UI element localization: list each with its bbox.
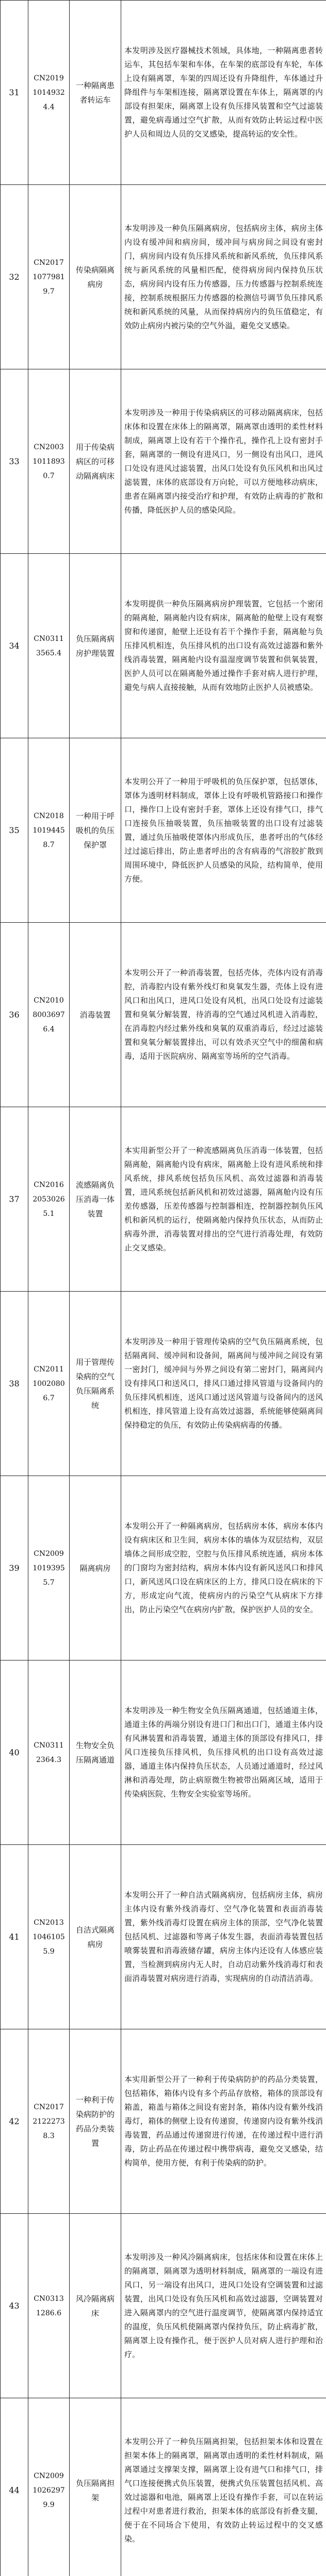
row-number: 44 [1,2398,28,2576]
patent-description: 本发明公开了一种负压隔离担架，包括担架本体和设置在担架本体上的隔离罩，隔离罩由透明的柔性材料制成，隔离罩通过支撑架支撑，隔离罩上设有进气口和排气口，排气口连接便携式负压装置，便携式负压装置包括风机、高效过滤器和电池，隔离罩上还设有操作手套，可以在转运过程中对患者进行救治，担架本体的底部设有折叠支腿，便于在不同场合下使用，有效防止转运过程中的交叉感染。 [121,2398,326,2576]
table-row [1,2029,326,2214]
row-number: 31 [1,1,28,185]
table-row [1,1476,326,1660]
patent-number: CN201110020806.7 [28,1292,70,1476]
table-row [1,369,326,554]
patent-number: CN200910262979.9 [28,2398,70,2576]
patent-name: 流感隔离负压消毒一体装置 [70,1107,121,1292]
patent-number: CN201810194458.7 [28,738,70,923]
patent-name: 消毒装置 [70,923,121,1107]
patent-number: CN201080036976.4 [28,923,70,1107]
patent-description: 本发明公开了一种隔离病房，包括病房本体，病房本体内设有病床区和卫生间，病房本体的墙体为双层结构，双层墙体之间形成空腔，空腔与负压排风系统连通，病房本体的门窗均为密封结构，病房本体内设有新风送风口和排风口，新风送风口设在病床区的上方，排风口设在病床的下方，形成定向气流，使病房内的污染空气从病床下方排出，防止污染空气在病房内扩散，保护医护人员的安全。 [121,1476,326,1660]
patent-name: 负压隔离病房护理装置 [70,554,121,738]
patent-name: 一种利于传染病防护的药品分类装置 [70,2029,121,2214]
patent-description: 本实用新型公开了一种流感隔离负压消毒一体装置，包括隔离舱，隔离舱内设有病床，隔离舱上设有进风系统和排风系统，排风系统包括负压风机、高效过滤器和消毒装置，进风系统包括新风机和初效过滤器，隔离舱内设有压差传感器，压差传感器与控制器相连，控制器控制负压风机和新风机的运行，使隔离舱内保持负压状态，从而防止病毒外泄，消毒装置对排出的空气进行消毒处理，有效防止交叉感染。 [121,1107,326,1292]
patent-description: 本实用新型公开了一种利于传染病防护的药品分类装置，包括箱体，箱体内设有多个药品存放格，箱体的顶部设有箱盖，箱盖与箱体之间设有密封条，箱体内设有紫外线消毒灯，箱体的侧壁上设有传递窗，传递窗内设有紫外线消毒装置，药品通过传递窗进行传递，在传递过程中进行消毒，防止药品在传递过程中携带病毒，避免交叉感染，结构简单，使用方便，有利于传染病的防护。 [121,2029,326,2214]
patent-name: 自洁式隔离病房 [70,1845,121,2029]
table-row [1,2214,326,2398]
patent-description: 本发明公开了一种消毒装置，包括壳体，壳体内设有消毒腔，消毒腔内设有紫外线灯和臭氧发生器，壳体上设有进风口和出风口，进风口处设有风机，出风口处设有过滤装置和臭氧分解装置，待消毒的空气通过风机进入消毒腔，在消毒腔内经过紫外线和臭氧的双重消毒后，经过过滤装置和臭氧分解装置排出，可以有效杀灭空气中的细菌和病毒，适用于医院病房、隔离室等场所的空气消毒。 [121,923,326,1107]
row-number: 34 [1,554,28,738]
patent-number: CN200310118930.7 [28,369,70,554]
row-number: 39 [1,1476,28,1660]
patent-description: 本发明涉及一种用于管理传染病的空气负压隔离系统，包括隔离间、缓冲间和设备间，隔离间与缓冲间之间设有第一密封门，缓冲间与外界之间设有第二密封门，隔离间内设有排风口和送风口，排风口通过排风管道与设备间内的负压排风机相连，送风口通过送风管道与设备间内的送风机相连，排风管道上设有高效过滤器，系统能够使隔离间保持稳定的负压，有效防止传染病病毒的传播。 [121,1292,326,1476]
row-number: 36 [1,923,28,1107]
patent-name: 传染病隔离病房 [70,185,121,369]
table-row [1,1660,326,1845]
patent-description: 本发明涉及一种生物安全负压隔离通道，包括通道主体，通道主体的两端分别设有进口门和出口门，通道主体内设有风淋装置和消毒装置，通道主体的顶部设有排风口，排风口连接负压排风机，负压排风机的出口设有高效过滤器，通道主体内保持负压状态，人员通过通道时，经过风淋和消毒处理，防止病原微生物被带出隔离区域，适用于传染病医院、生物安全实验室等场所。 [121,1660,326,1845]
table-row [1,1292,326,1476]
row-number: 42 [1,2029,28,2214]
patent-number: CN201710779819.7 [28,185,70,369]
patent-description: 本发明涉及一种负压隔离病房，包括病房主体，病房主体内设有缓冲间和病房间，缓冲间与病房间之间设有密封门，病房间内设有负压排风系统和新风系统，负压排风系统与新风系统的风量相匹配，使得病房间内保持负压状态，病房间内设有压力传感器，压力传感器与控制系统连接，控制系统根据压力传感器的检测信号调节负压排风系统和新风系统的风量，从而保持病房内的负压值稳定，有效防止病房内被污染的空气外溢，避免交叉感染。 [121,185,326,369]
patent-name: 用于传染病病区的可移动隔离病床 [70,369,121,554]
patent-name: 负压隔离担架 [70,2398,121,2576]
table-row [1,1,326,185]
row-number: 35 [1,738,28,923]
table-row [1,2398,326,2576]
patent-number: CN201721222738.3 [28,2029,70,2214]
row-number: 40 [1,1660,28,1845]
patent-number: CN201910149324.4 [28,1,70,185]
patent-number: CN201620530265.1 [28,1107,70,1292]
table-row [1,185,326,369]
table-row [1,1107,326,1292]
row-number: 43 [1,2214,28,2398]
patent-description: 本发明涉及一种风冷隔离病床，包括床体和设置在床体上的隔离罩，隔离罩为透明材料制成，隔离罩的一端设有进风口，另一端设有出风口，进风口处设有空调装置和过滤装置，出风口处设有负压风机和高效过滤器，空调装置对进入隔离罩内的空气进行温度调节，使隔离罩内保持适宜的温度，负压风机使隔离罩内保持负压，防止病毒扩散，隔离罩上设有操作孔，便于医护人员对病人进行护理和治疗。 [121,2214,326,2398]
patent-name: 隔离病房 [70,1476,121,1660]
patent-number: CN03113565.4 [28,554,70,738]
patent-number: CN03131286.6 [28,2214,70,2398]
table-row [1,1845,326,2029]
patent-description: 本发明公开了一种用于呼吸机的负压保护罩，包括罩体，罩体为透明材料制成，罩体上设有呼吸机管路接口和操作口，操作口上设有密封手套，罩体上还设有排气口，排气口连接负压抽吸装置，负压抽吸装置的出口设有过滤装置，通过负压抽吸使罩体内形成负压，患者呼出的气体经过过滤后排出，防止患者呼出的含有病毒的气溶胶扩散到周围环境中，降低医护人员感染的风险，结构简单，使用方便。 [121,738,326,923]
patent-name: 一种隔离患者转运车 [70,1,121,185]
patent-name: 生物安全负压隔离通道 [70,1660,121,1845]
table-row [1,923,326,1107]
patent-description: 本发明涉及医疗器械技术领域，具体地，一种隔离患者转运车，其包括车架和车体，在车架的底部设有车轮，车体上设有隔离罩，车架的四周还设有升降组件，车体通过升降组件与车架相连接，隔离罩设置在车体上，隔离罩的内部设有担架床，隔离罩上设有负压排风装置和空气过滤装置，避免病毒通过空气扩散，从而有效防止转运过程中医护人员和周边人员的交叉感染，提高转运的安全性。 [121,1,326,185]
patent-number: CN200910193955.7 [28,1476,70,1660]
patent-description: 本发明公开了一种自洁式隔离病房，包括病房主体，病房主体内设有紫外线消毒灯、空气净化装置和表面消毒装置，紫外线消毒灯设置在病房主体的顶部，空气净化装置包括风机、过滤器和等离子体发生器，表面消毒装置包括喷雾装置和消毒液储存罐，病房主体内还设有人体感应装置，当检测到病房内无人时，自动启动紫外线消毒灯和表面消毒装置对病房进行消毒，实现病房的自动清洁消毒。 [121,1845,326,2029]
row-number: 32 [1,185,28,369]
patent-name: 一种用于呼吸机的负压保护罩 [70,738,121,923]
table-row [1,738,326,923]
patent-number: CN201310461055.9 [28,1845,70,2029]
table-row [1,554,326,738]
row-number: 37 [1,1107,28,1292]
row-number: 41 [1,1845,28,2029]
row-number: 38 [1,1292,28,1476]
patent-name: 用于管理传染病的空气负压隔离系统 [70,1292,121,1476]
patent-description: 本发明提供一种负压隔离病房护理装置，它包括一个密闭的隔离舱，隔离舱内设有病床，隔离舱的舱壁上设有观察窗和传递窗，舱壁上还设有若干个操作手套，隔离舱与负压排风机相连，负压排风机的出口设有高效过滤器和紫外线消毒装置，隔离舱内设有温湿度调节装置和供氧装置，医护人员可以在隔离舱外通过操作手套对病人进行护理，避免与病人直接接触，从而有效地防止医护人员被感染。 [121,554,326,738]
patent-number: CN03112364.3 [28,1660,70,1845]
patent-name: 风冷隔离病床 [70,2214,121,2398]
row-number: 33 [1,369,28,554]
patent-description: 本发明涉及一种用于传染病病区的可移动隔离病床，包括床体和设置在床体上的隔离罩，隔离罩由透明的柔性材料制成，隔离罩上设有若干个操作孔，操作孔上设有密封手套，隔离罩的一侧设有进风口，另一侧设有出风口，进风口处设有进风过滤装置，出风口处设有负压风机和出风过滤装置，床体的底部设有万向轮，可以方便地移动病床，患者在隔离罩内接受治疗和护理，有效防止病毒的扩散和传播，降低医护人员的感染风险。 [121,369,326,554]
